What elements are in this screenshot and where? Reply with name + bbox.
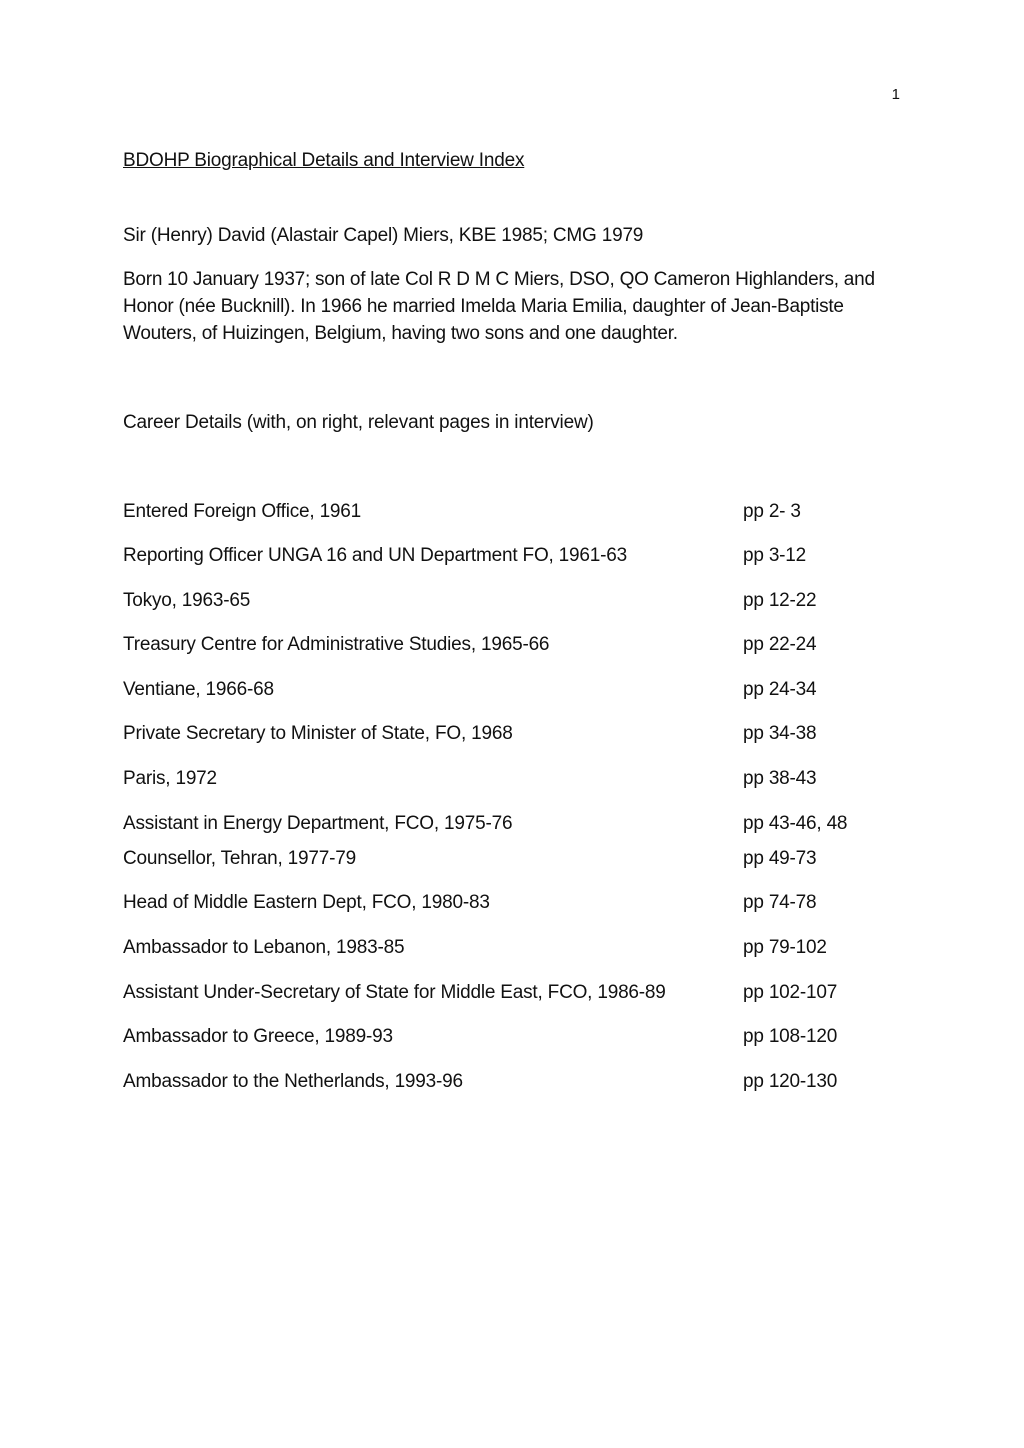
- career-row: [123, 813, 923, 839]
- career-pages: pp 24-34: [743, 679, 817, 700]
- career-role: Counsellor, Tehran, 1977-79: [123, 848, 356, 869]
- career-role: Ambassador to the Netherlands, 1993-96: [123, 1071, 463, 1092]
- biography-paragraph: Born 10 January 1937; son of late Col R D M C Miers, DSO, QO Cameron Highlanders, and Honor (née Bucknill). In 1966 he married Imelda Maria Emilia, daughter of Jean-Baptiste Wouters, of Huizingen, Belgium, having two sons and one daughter.: [123, 269, 875, 344]
- career-role: Assistant in Energy Department, FCO, 1975-76: [123, 813, 513, 834]
- career-role: Private Secretary to Minister of State, FO, 1968: [123, 723, 513, 744]
- career-row: [123, 982, 923, 1008]
- career-pages: pp 38-43: [743, 768, 817, 789]
- career-pages: pp 2- 3: [743, 501, 801, 522]
- career-row: [123, 848, 923, 874]
- career-row: [123, 590, 923, 616]
- career-role: Assistant Under-Secretary of State for Middle East, FCO, 1986-89: [123, 982, 666, 1003]
- career-pages: pp 22-24: [743, 634, 817, 655]
- career-row: [123, 545, 923, 571]
- career-pages: pp 79-102: [743, 937, 827, 958]
- career-pages: pp 34-38: [743, 723, 817, 744]
- career-pages: pp 12-22: [743, 590, 817, 611]
- career-role: Ambassador to Lebanon, 1983-85: [123, 937, 405, 958]
- career-pages: pp 102-107: [743, 982, 838, 1003]
- career-role: Ventiane, 1966-68: [123, 679, 274, 700]
- career-role: Paris, 1972: [123, 768, 217, 789]
- career-role: Tokyo, 1963-65: [123, 590, 251, 611]
- career-pages: pp 49-73: [743, 848, 817, 869]
- career-role: Entered Foreign Office, 1961: [123, 501, 362, 522]
- career-row: [123, 501, 923, 527]
- person-name: Sir (Henry) David (Alastair Capel) Miers, KBE 1985; CMG 1979: [123, 225, 644, 246]
- career-row: [123, 768, 923, 794]
- career-row: [123, 892, 923, 918]
- career-pages: pp 120-130: [743, 1071, 838, 1092]
- career-pages: pp 108-120: [743, 1026, 838, 1047]
- document-title: BDOHP Biographical Details and Interview Index: [123, 150, 525, 171]
- career-pages: pp 43-46, 48: [743, 813, 848, 834]
- career-pages: pp 74-78: [743, 892, 817, 913]
- page-number: 1: [891, 86, 900, 103]
- career-role: Treasury Centre for Administrative Studies, 1965-66: [123, 634, 550, 655]
- career-pages: pp 3-12: [743, 545, 807, 566]
- career-role: Reporting Officer UNGA 16 and UN Department FO, 1961-63: [123, 545, 628, 566]
- career-row: [123, 1026, 923, 1052]
- career-row: [123, 723, 923, 749]
- career-row: [123, 634, 923, 660]
- career-role: Head of Middle Eastern Dept, FCO, 1980-83: [123, 892, 490, 913]
- career-role: Ambassador to Greece, 1989-93: [123, 1026, 393, 1047]
- career-row: [123, 1071, 923, 1097]
- career-row: [123, 937, 923, 963]
- career-heading: Career Details (with, on right, relevant pages in interview): [123, 412, 594, 433]
- career-row: [123, 679, 923, 705]
